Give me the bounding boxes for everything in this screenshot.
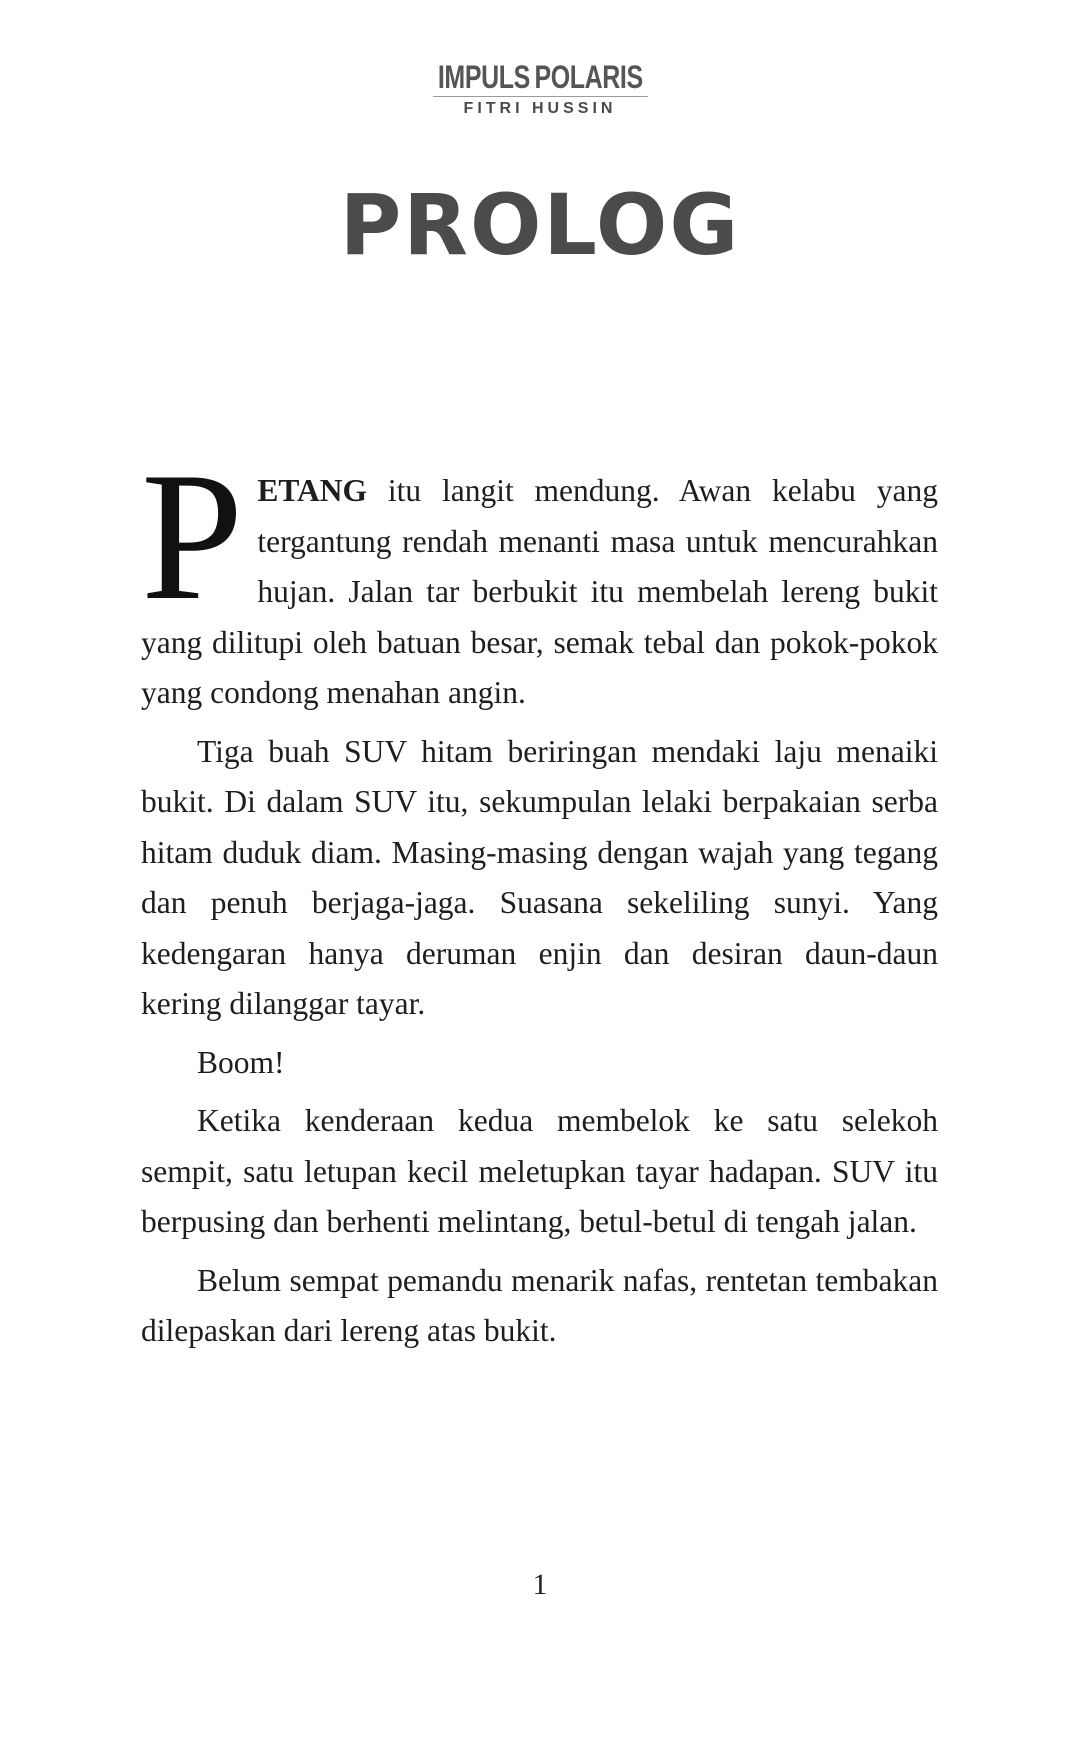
chapter-body — [141, 434, 938, 1365]
drop-cap: P — [141, 434, 244, 638]
running-header — [0, 60, 1080, 119]
paragraph-3: Boom! — [197, 1044, 285, 1080]
book-title — [433, 60, 647, 97]
lead-word: ETANG — [257, 473, 368, 508]
paragraph-2: Tiga buah SUV hitam beriringan mendaki laju menaiki bukit. Di dalam SUV itu, sekumpulan lelaki berpakaian serba hitam duduk diam. Masing-masing dengan wajah yang tegang dan penuh berjaga-jaga. Suasana sekeliling sunyi. Yang kedengaran hanya deruman enjin dan desiran daun-daun kering dilanggar tayar. — [141, 733, 938, 1021]
book-title-part1: IMPULS — [437, 59, 530, 95]
paragraph-1 — [141, 434, 938, 719]
page-number: 1 — [532, 1568, 548, 1601]
paragraph-1-text: itu langit mendung. Awan kelabu yang tergantung rendah menanti masa untuk mencurahkan hujan. Jalan tar berbukit itu membelah lereng bukit yang dilitupi oleh batuan besar, semak tebal dan pokok-pokok yang condong menahan angin. — [141, 473, 938, 710]
chapter-title: PROLOG — [339, 176, 741, 274]
paragraph-5: Belum sempat pemandu menarik nafas, rentetan tembakan dilepaskan dari lereng atas bukit. — [141, 1262, 938, 1348]
author-name: FITRI HUSSIN — [463, 100, 617, 117]
book-title-part2: POLARIS — [534, 59, 643, 95]
paragraph-4: Ketika kenderaan kedua membelok ke satu selekoh sempit, satu letupan kecil meletupkan tayar hadapan. SUV itu berpusing dan berhenti melintang, betul-betul di tengah jalan. — [141, 1103, 938, 1239]
